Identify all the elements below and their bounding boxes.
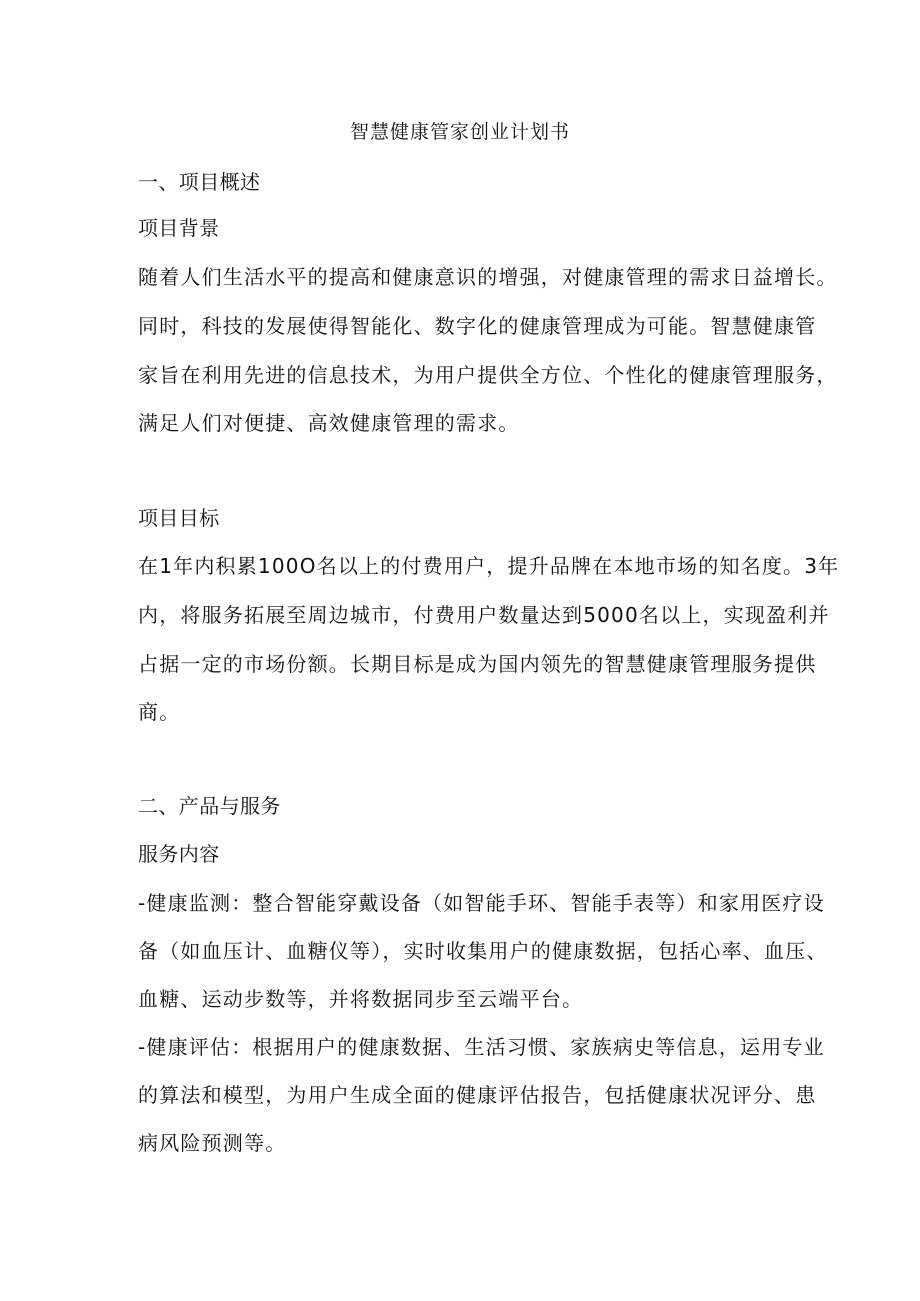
paragraph-line: 随着人们生活水平的提高和健康意识的增强，对健康管理的需求日益增长。 [138,265,838,289]
paragraph-line: 病风险预测等。 [138,1131,287,1155]
paragraph-line: 的算法和模型，为用户生成全面的健康评估报告，包括健康状况评分、患 [138,1083,817,1107]
paragraph-line: 血糖、运动步数等，并将数据同步至云端平台。 [138,987,584,1011]
paragraph-line: -健康监测：整合智能穿戴设备（如智能手环、智能手表等）和家用医疗设 [138,891,825,915]
subheading-goals: 项目目标 [138,506,220,530]
paragraph-line: 内，将服务拓展至周边城市，付费用户数量达到5000名以上，实现盈利并 [138,603,830,627]
paragraph-line: -健康评估：根据用户的健康数据、生活习惯、家族病史等信息，运用专业 [138,1035,825,1059]
subheading-services: 服务内容 [138,842,220,866]
paragraph-line: 满足人们对便捷、高效健康管理的需求。 [138,411,520,435]
paragraph-line: 备（如血压计、血糖仪等），实时收集用户的健康数据，包括心率、血压、 [138,939,828,963]
paragraph-line: 商。 [138,700,181,724]
paragraph-line: 占据一定的市场份额。长期目标是成为国内领先的智慧健康管理服务提供 [138,652,817,676]
section-heading-products: 二、产品与服务 [138,794,281,818]
paragraph-line: 家旨在利用先进的信息技术，为用户提供全方位、个性化的健康管理服务， [138,363,838,387]
paragraph-line: 在1年内积累100O名以上的付费用户，提升品牌在本地市场的知名度。3年 [138,554,840,578]
document-title: 智慧健康管家创业计划书 [349,121,570,143]
section-heading-overview: 一、项目概述 [138,170,261,194]
paragraph-line: 同时，科技的发展使得智能化、数字化的健康管理成为可能。智慧健康管 [138,314,817,338]
subheading-background: 项目背景 [138,216,220,240]
